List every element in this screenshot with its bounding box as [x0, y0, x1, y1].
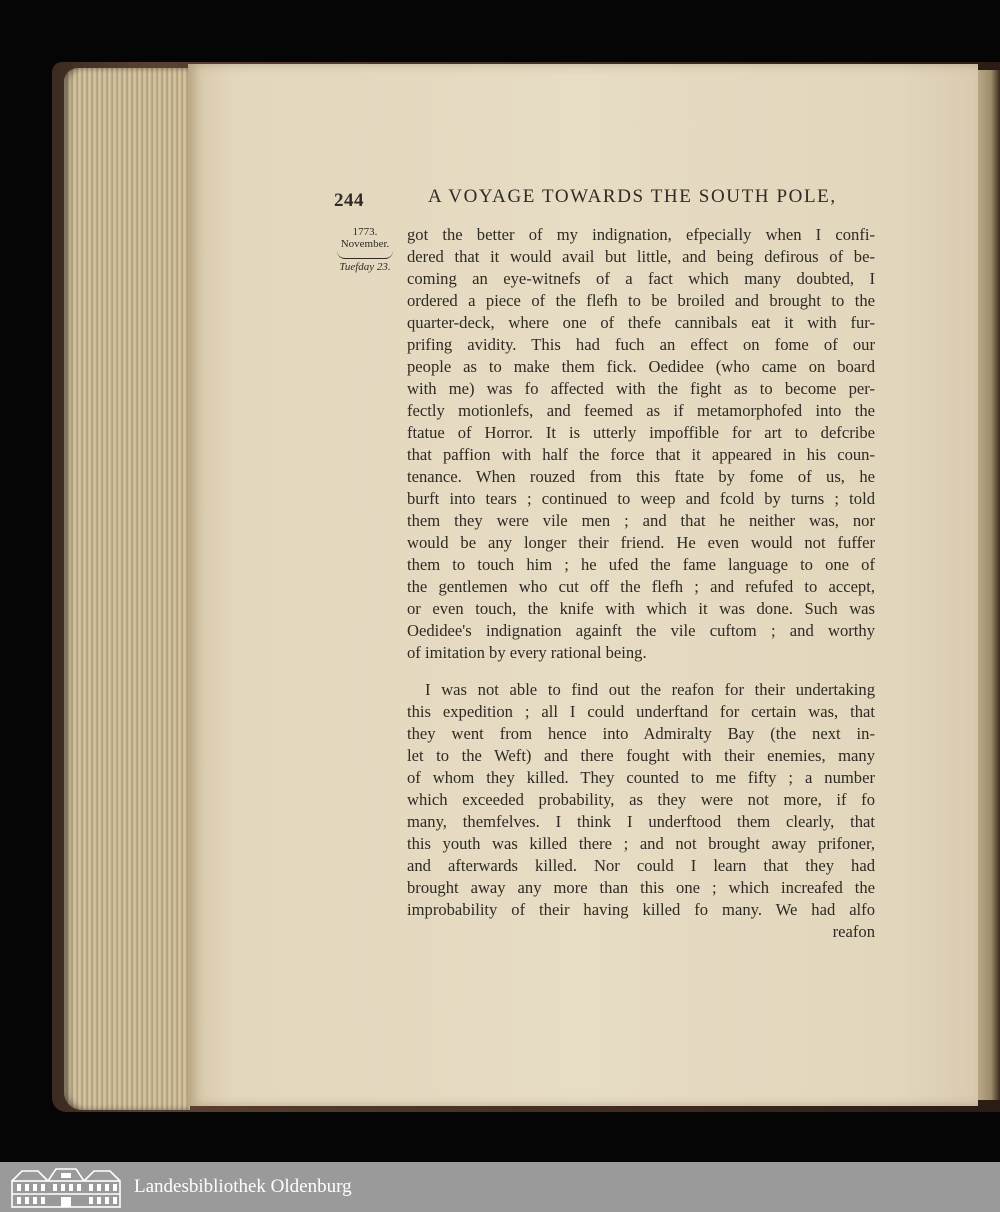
- text-line: fectly motionlefs, and feemed as if metamorphofed into the: [407, 401, 875, 420]
- text-line: they went from hence into Admiralty Bay (the next in-: [407, 724, 875, 743]
- text-line: with me) was fo affected with the fight as to become per-: [407, 379, 875, 398]
- text-line: and afterwards killed. Nor could I learn that they had: [407, 856, 875, 875]
- text-line: this expedition ; all I could underftand for certain was, that: [407, 702, 875, 721]
- body-text: [407, 224, 875, 943]
- text-line: improbability of their having killed fo many. We had alfo: [407, 900, 875, 919]
- page-number: 244: [334, 190, 364, 211]
- text-line: brought away any more than this one ; which increafed the: [407, 878, 875, 897]
- library-name: Landesbibliothek Oldenburg: [134, 1176, 352, 1197]
- catchword: reafon: [832, 922, 875, 941]
- text-line: dered that it would avail but little, and being defirous of be-: [407, 247, 875, 266]
- text-line: them they were vile men ; and that he neither was, nor: [407, 511, 875, 530]
- text-line: would be any longer their friend. He even would not fuffer: [407, 533, 875, 552]
- text-line: tenance. When rouzed from this ftate by fome of us, he: [407, 467, 875, 486]
- text-line: the gentlemen who cut off the flefh ; and refufed to accept,: [407, 577, 875, 596]
- text-line: burft into tears ; continued to weep and fcold by turns ; told: [407, 489, 875, 508]
- paragraph-gap: [407, 664, 875, 679]
- text-line: that paffion with half the force that it appeared in his coun-: [407, 445, 875, 464]
- text-line: this youth was killed there ; and not brought away prifoner,: [407, 834, 875, 853]
- margin-note: [330, 226, 400, 273]
- brace-mark: [337, 251, 393, 259]
- text-line: or even touch, the knife with which it was done. Such was: [407, 599, 875, 618]
- paragraph-2: [407, 679, 875, 943]
- text-line: people as to make them fick. Oedidee (who came on board: [407, 357, 875, 376]
- text-line: many, themfelves. I think I underftood them clearly, that: [407, 812, 875, 831]
- text-line: let to the Weft) and there fought with their enemies, many: [407, 746, 875, 765]
- text-line: ftatue of Horror. It is utterly impoffible for art to defcribe: [407, 423, 875, 442]
- library-building-icon: [8, 1165, 124, 1209]
- text-line: I was not able to find out the reafon for their undertaking: [425, 680, 875, 699]
- text-line: them to touch him ; he ufed the fame language to one of: [407, 555, 875, 574]
- right-page-edge: [978, 70, 1000, 1100]
- margin-note-month: November.: [340, 238, 390, 250]
- text-line: Oedidee's indignation againft the vile cuftom ; and worthy: [407, 621, 875, 640]
- text-line: ordered a piece of the flefh to be broiled and brought to the: [407, 291, 875, 310]
- text-line: of imitation by every rational being.: [407, 643, 647, 662]
- text-line: of whom they killed. They counted to me fifty ; a number: [407, 768, 875, 787]
- paragraph-1: [407, 224, 875, 664]
- text-line: coming an eye-witnefs of a fact which many doubted, I: [407, 269, 875, 288]
- footer-bar: [0, 1162, 1000, 1212]
- text-line: got the better of my indignation, efpecially when I confi-: [407, 225, 875, 244]
- running-head: A VOYAGE TOWARDS THE SOUTH POLE,: [428, 186, 837, 207]
- margin-note-year: 1773.: [352, 226, 378, 238]
- text-line: prifing avidity. This had fuch an effect on fome of our: [407, 335, 875, 354]
- page-edges: [64, 68, 190, 1110]
- text-line: quarter-deck, where one of thefe cannibals eat it with fur-: [407, 313, 875, 332]
- margin-note-day: Tuefday 23.: [339, 261, 391, 273]
- text-line: which exceeded probability, as they were not more, if fo: [407, 790, 875, 809]
